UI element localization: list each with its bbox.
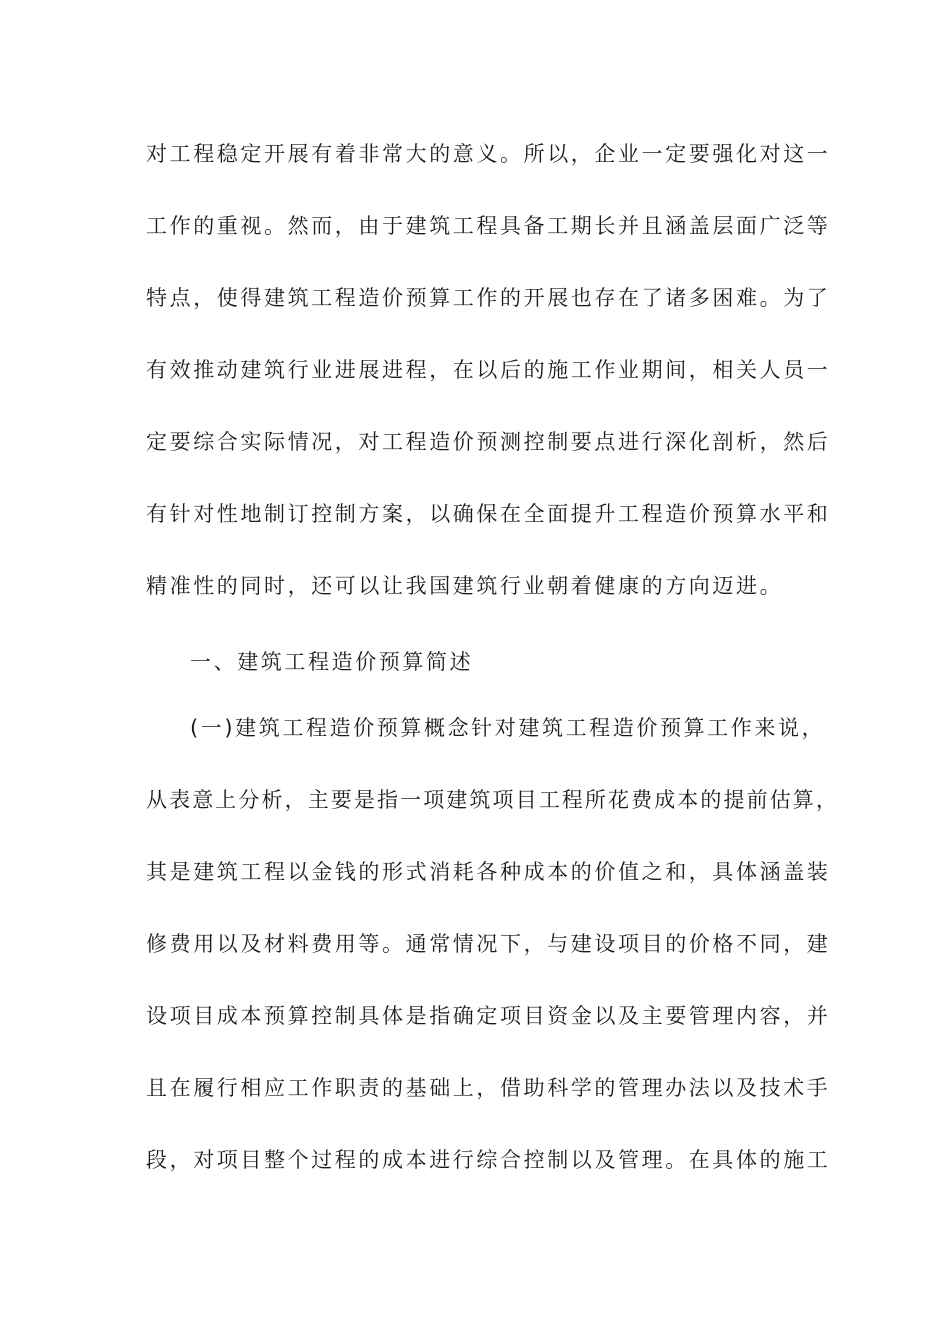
paragraph-line: 其是建筑工程以金钱的形式消耗各种成本的价值之和，具体涵盖装 <box>146 860 831 884</box>
paragraph-line: (一)建筑工程造价预算概念针对建筑工程造价预算工作来说， <box>190 716 826 740</box>
paragraph-line: 精准性的同时，还可以让我国建筑行业朝着健康的方向迈进。 <box>146 574 784 598</box>
paragraph-line: 有效推动建筑行业进展进程，在以后的施工作业期间，相关人员一 <box>146 358 831 382</box>
paragraph-line: 对工程稳定开展有着非常大的意义。所以，企业一定要强化对这一 <box>146 142 831 166</box>
paragraph-line: 从表意上分析，主要是指一项建筑项目工程所花费成本的提前估算， <box>146 788 839 812</box>
paragraph-line: 定要综合实际情况，对工程造价预测控制要点进行深化剖析，然后 <box>146 430 831 454</box>
paragraph-line: 且在履行相应工作职责的基础上，借助科学的管理办法以及技术手 <box>146 1076 831 1100</box>
section-heading: 一、建筑工程造价预算简述 <box>190 650 474 674</box>
paragraph-line: 工作的重视。然而，由于建筑工程具备工期长并且涵盖层面广泛等 <box>146 214 831 238</box>
paragraph-line: 设项目成本预算控制具体是指确定项目资金以及主要管理内容，并 <box>146 1004 831 1028</box>
paragraph-line: 特点，使得建筑工程造价预算工作的开展也存在了诸多困难。为了 <box>146 286 831 310</box>
paragraph-line: 修费用以及材料费用等。通常情况下，与建设项目的价格不同，建 <box>146 932 831 956</box>
paragraph-line: 段，对项目整个过程的成本进行综合控制以及管理。在具体的施工 <box>146 1148 831 1172</box>
paragraph-line: 有针对性地制订控制方案，以确保在全面提升工程造价预算水平和 <box>146 502 831 526</box>
